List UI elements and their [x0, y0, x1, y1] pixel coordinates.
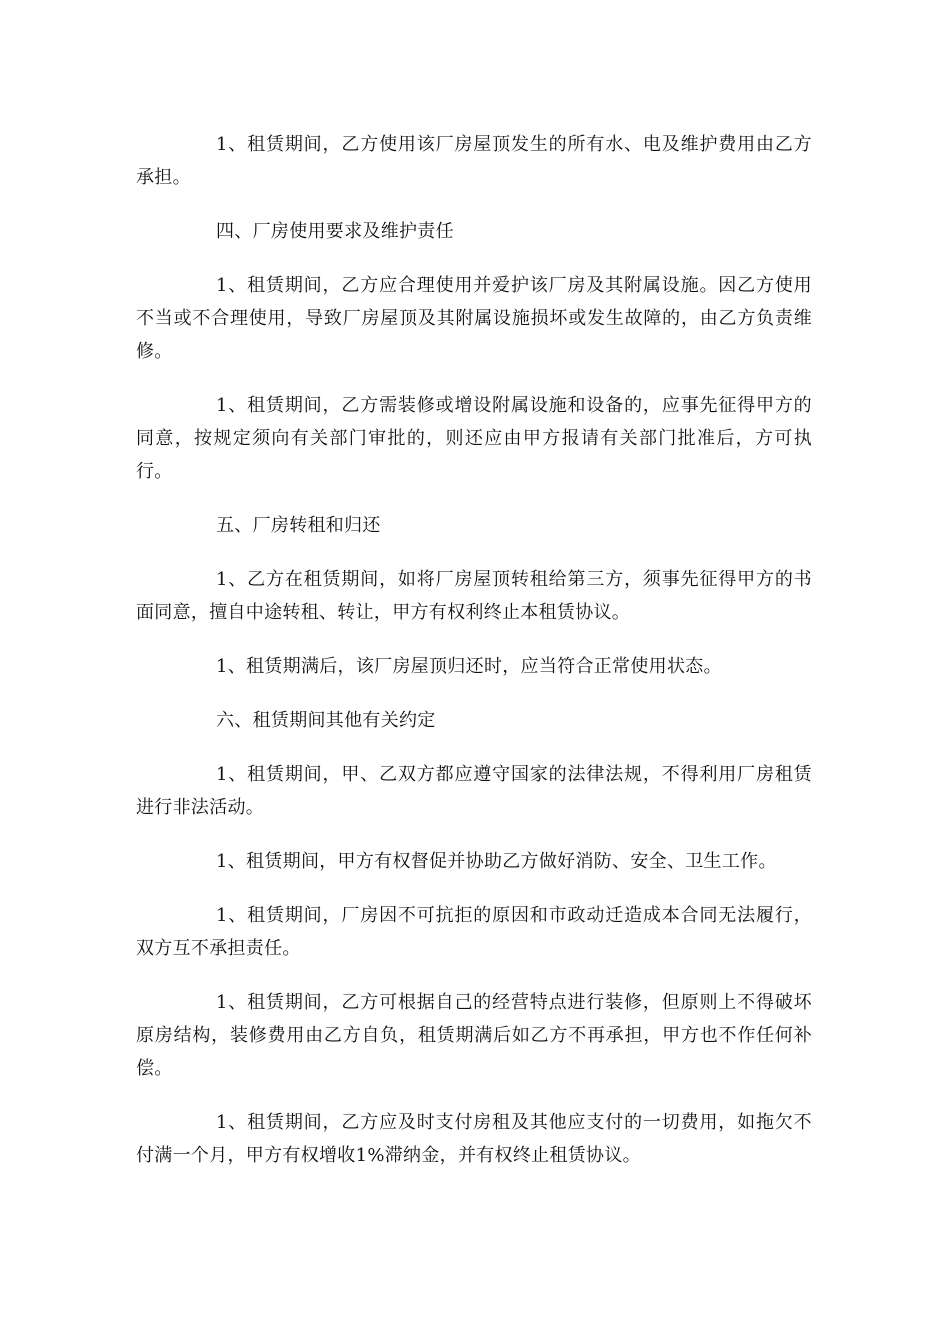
paragraph-safety-supervision: 1、租赁期间，甲方有权督促并协助乙方做好消防、安全、卫生工作。: [216, 851, 777, 872]
paragraph-return-condition: 1、租赁期满后，该厂房屋顶归还时，应当符合正常使用状态。: [216, 656, 722, 677]
paragraph-utilities-cost: 1、租赁期间，乙方使用该厂房屋顶发生的所有水、电及维护费用由乙方承担。: [136, 134, 812, 188]
section-heading-sublease-return: 五、厂房转租和归还: [216, 515, 381, 536]
section-heading-usage-maintenance: 四、厂房使用要求及维护责任: [216, 221, 454, 242]
paragraph-force-majeure: 1、租赁期间，厂房因不可抗拒的原因和市政动迁造成本合同无法履行，双方互不承担责任。: [136, 905, 812, 959]
paragraph-renovation-approval: 1、租赁期间，乙方需装修或增设附属设施和设备的，应事先征得甲方的同意，按规定须向有关部门审批的，则还应由甲方报请有关部门批准后，方可执行。: [136, 395, 812, 482]
paragraph-payment-penalty: 1、租赁期间，乙方应及时支付房租及其他应支付的一切费用，如拖欠不付满一个月，甲方有权增收1%滞纳金，并有权终止租赁协议。: [136, 1112, 812, 1166]
document-body: [136, 128, 812, 1193]
paragraph-sublease: 1、乙方在租赁期间，如将厂房屋顶转租给第三方，须事先征得甲方的书面同意，擅自中途转租、转让，甲方有权利终止本租赁协议。: [136, 569, 812, 623]
paragraph-decoration: 1、租赁期间，乙方可根据自己的经营特点进行装修，但原则上不得破坏原房结构，装修费用由乙方自负，租赁期满后如乙方不再承担，甲方也不作任何补偿。: [136, 992, 812, 1079]
paragraph-legal-compliance: 1、租赁期间，甲、乙双方都应遵守国家的法律法规，不得利用厂房租赁进行非法活动。: [136, 764, 812, 818]
paragraph-proper-use: 1、租赁期间，乙方应合理使用并爱护该厂房及其附属设施。因乙方使用不当或不合理使用，导致厂房屋顶及其附属设施损坏或发生故障的，由乙方负责维修。: [136, 275, 812, 362]
section-heading-other-provisions: 六、租赁期间其他有关约定: [216, 710, 436, 731]
